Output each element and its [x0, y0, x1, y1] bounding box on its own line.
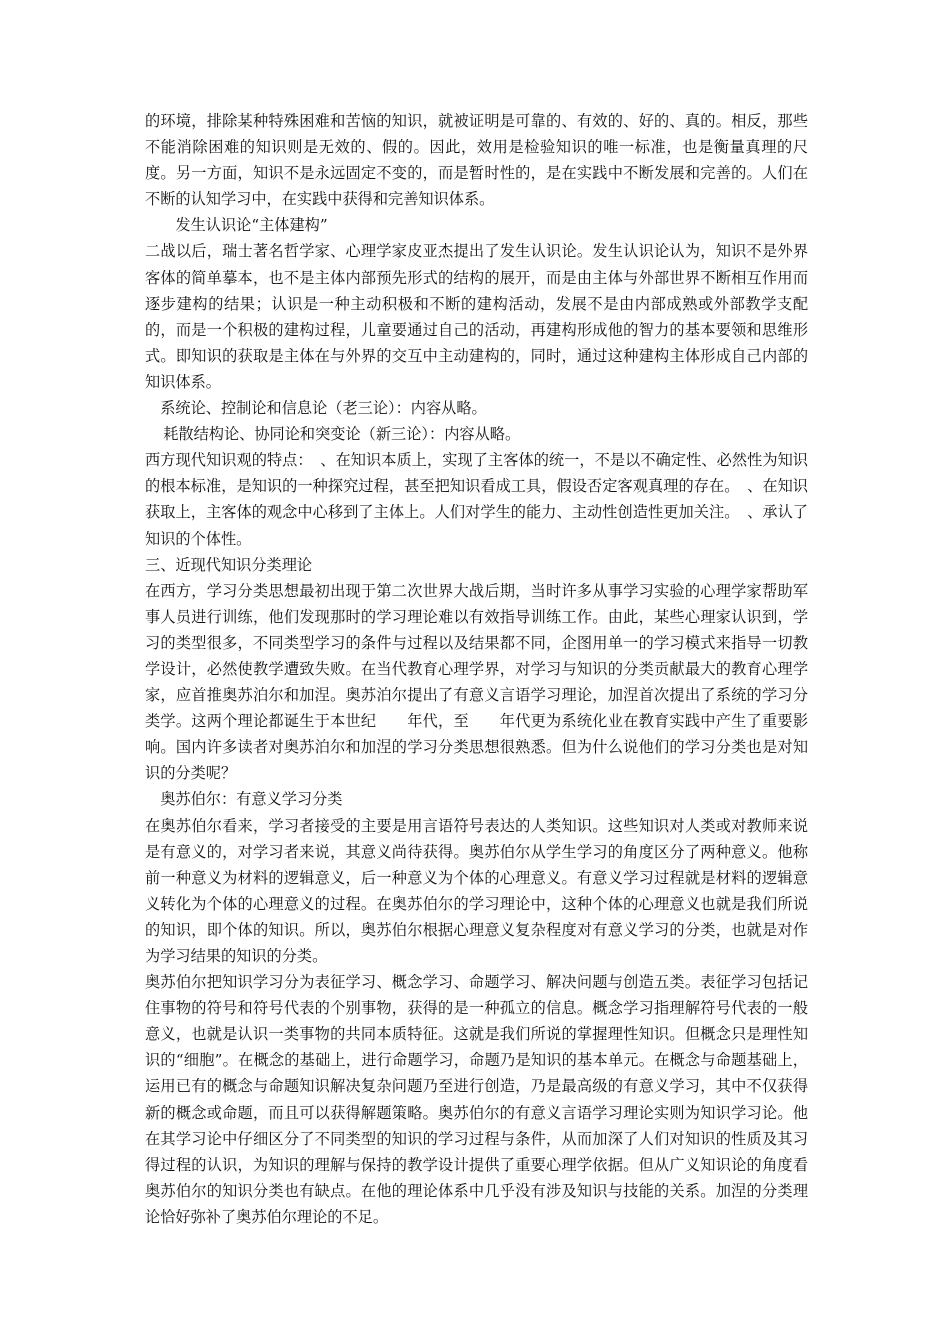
- paragraph-new-three-theories: 耗散结构论、协同论和突变论（新三论）：内容从略。: [163, 425, 521, 444]
- paragraph-piaget: 二战以后，瑞士著名哲学家、心理学家皮亚杰提出了发生认识论。发生认识论认为，知识不是外界客体的简单摹本，也不是主体内部预先形式的结构的展开，而是由主体与外部世界不断相互作用而逐步建构的结果；认识是一种主动积极和不断的建构活动，发展不是由内部成熟或外部教学支配的，而是一个积极的建构过程，儿童要通过自己的活动，再建构形成他的智力的基本要领和思维形式。即知识的获取是主体在与外界的交互中主动建构的，同时，通过这种建构主体形成自己内部的知识体系。: [145, 242, 808, 391]
- heading-knowledge-classification: 三、近现代知识分类理论: [145, 555, 313, 574]
- paragraph-ausubel-five-types: 奥苏伯尔把知识学习分为表征学习、概念学习、命题学习、解决问题与创造五类。表征学习包括记住事物的符号和符号代表的个别事物，获得的是一种孤立的信息。概念学习指理解符号代表的一般意义，也就是认识一类事物的共同本质特征。这就是我们所说的掌握理性知识。但概念只是理性知识的“细胞”。在概念的基础上，进行命题学习，命题乃是知识的基本单元。在概念与命题基础上，运用已有的概念与命题知识解决复杂问题乃至进行创造，乃是最高级的有意义学习，其中不仅获得新的概念或命题，而且可以获得解题策略。奥苏伯尔的有意义言语学习理论实则为知识学习论。他在其学习论中仔细区分了不同类型的知识的学习过程与条件，从而加深了人们对知识的性质及其习得过程的认识，为知识的理解与保持的教学设计提供了重要心理学依据。但从广义知识论的角度看奥苏伯尔的知识分类也有缺点。在他的理论体系中几乎没有涉及知识与技能的关系。加涅的分类理论恰好弥补了奥苏伯尔理论的不足。: [145, 973, 808, 1226]
- paragraph-ausubel-meaning: 在奥苏伯尔看来，学习者接受的主要是用言语符号表达的人类知识。这些知识对人类或对教师来说是有意义的，对学习者来说，其意义尚待获得。奥苏伯尔从学生学习的角度区分了两种意义。他称前一种意义为材料的逻辑意义，后一种意义为个体的心理意义。有意义学习过程就是材料的逻辑意义转化为个体的心理意义的过程。在奥苏伯尔的学习理论中，这种个体的心理意义也就是我们所说的知识，即个体的知识。所以，奥苏伯尔根据心理意义复杂程度对有意义学习的分类，也就是对作为学习结果的知识的分类。: [145, 816, 808, 965]
- paragraph-old-three-theories: 系统论、控制论和信息论（老三论）：内容从略。: [160, 399, 487, 418]
- heading-ausubel: 奥苏伯尔：有意义学习分类: [160, 790, 343, 809]
- paragraph-western-knowledge-features: 西方现代知识观的特点： 、在知识本质上，实现了主客体的统一，不是以不确定性、必然性为知识的根本标准，是知识的一种探究过程，甚至把知识看成工具，假设否定客观真理的存在。 、在知识获取上，主客体的观念中心移到了主体上。人们对学生的能力、主动性创造性更加关注。 、承认了知识的个体性。: [145, 451, 808, 548]
- document-body: [145, 108, 808, 1230]
- paragraph-pragmatism-continuation: 的环境，排除某种特殊困难和苦恼的知识，就被证明是可靠的、有效的、好的、真的。相反，那些不能消除困难的知识则是无效的、假的。因此，效用是检验知识的唯一标准，也是衡量真理的尺度。另一方面，知识不是永远固定不变的，而是暂时性的，是在实践中不断发展和完善的。人们在不断的认知学习中，在实践中获得和完善知识体系。: [145, 112, 808, 209]
- heading-genetic-epistemology: 发生认识论“主体建构”: [175, 216, 328, 235]
- paragraph-learning-classification-history: 在西方，学习分类思想最初出现于第二次世界大战后期，当时许多从事学习实验的心理学家帮助军事人员进行训练，他们发现那时的学习理论难以有效指导训练工作。由此，某些心理家认识到，学习的类型很多，不同类型学习的条件与过程以及结果都不同，企图用单一的学习模式来指导一切教学设计，必然使教学遭致失败。在当代教育心理学界，对学习与知识的分类贡献最大的教育心理学家，应首推奥苏泊尔和加涅。奥苏泊尔提出了有意义言语学习理论，加涅首次提出了系统的学习分类学。这两个理论都诞生于本世纪 年代，至 年代更为系统化业在教育实践中产生了重要影响。国内许多读者对奥苏泊尔和加涅的学习分类思想很熟悉。但为什么说他们的学习分类也是对知识的分类呢？: [145, 581, 808, 783]
